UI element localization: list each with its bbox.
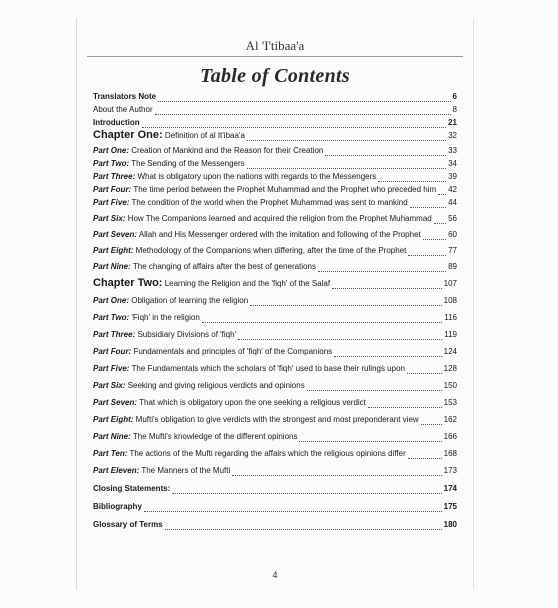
toc-title: Table of Contents [200, 65, 350, 87]
part-prefix: Part Eight: [93, 415, 134, 424]
toc-entry-label [93, 431, 297, 442]
dot-leader [434, 215, 446, 224]
toc-entry-text: Seeking and giving religious verdicts and opinions [125, 381, 305, 390]
toc-page-number: 89 [448, 262, 457, 271]
part-prefix: Part Seven: [93, 230, 138, 239]
toc-page-number: 8 [452, 105, 457, 114]
dot-leader [144, 503, 442, 512]
toc-page-number: 108 [443, 296, 457, 305]
toc-page-number: 180 [443, 520, 457, 529]
toc-entry-label [93, 465, 230, 476]
dot-leader [334, 348, 441, 357]
dot-leader [332, 280, 442, 289]
toc-entry-text: Learning the Religion and the 'fiqh' of the Salaf [162, 279, 331, 288]
part-prefix: Part Two: [93, 313, 130, 322]
dot-leader [202, 314, 442, 323]
toc-page-number: 150 [443, 381, 457, 390]
dot-leader [165, 521, 442, 530]
toc-entry [93, 431, 457, 442]
toc-page-number: 173 [443, 466, 457, 475]
toc-entry-text: Bibliography [93, 502, 142, 511]
toc-entry-text: Creation of Mankind and the Reason for their Creation [129, 146, 324, 155]
toc-entry-text: The condition of the world when the Prophet Muhammad was sent to mankind [129, 198, 408, 207]
toc-page-number: 44 [448, 198, 457, 207]
dot-leader [408, 450, 442, 459]
toc-entry [93, 295, 457, 306]
toc-entry-text: Allah and His Messenger ordered with the imitation and following of the Prophet [137, 230, 421, 239]
dot-leader [325, 147, 446, 156]
toc-entry-text: Definition of al It'ibaa'a [162, 131, 245, 140]
toc-entry [93, 213, 457, 224]
toc-entry-text: 'Fiqh' in the religion [129, 313, 200, 322]
dot-leader [318, 263, 446, 272]
toc-page-number: 60 [448, 230, 457, 239]
toc-entry-label [93, 91, 156, 102]
dot-leader [250, 297, 441, 306]
toc-entry-text: The time period between the Prophet Muhammad and the Prophet who preceded him [131, 185, 437, 194]
toc-page-number: 77 [448, 246, 457, 255]
toc-page-number: 175 [443, 502, 457, 511]
dot-leader [247, 132, 446, 141]
toc-entry [93, 104, 457, 115]
toc-entry-label [93, 501, 142, 512]
toc-entry-label [93, 245, 406, 256]
toc-entry-text: Glossary of Terms [93, 520, 163, 529]
toc-page-number: 42 [448, 185, 457, 194]
part-prefix: Part Ten: [93, 449, 128, 458]
toc-entry [93, 171, 457, 182]
toc-page-number: 128 [443, 364, 457, 373]
toc-entry [93, 158, 457, 169]
toc-page-number: 116 [444, 313, 457, 322]
toc-entry-label [93, 229, 421, 240]
dot-leader [438, 186, 446, 195]
toc-entry-text: Translators Note [93, 92, 157, 101]
toc-entry [93, 465, 457, 476]
toc-entry [93, 184, 457, 195]
toc-page-number: 6 [452, 92, 457, 101]
toc-page-number: 124 [443, 347, 457, 356]
toc-entry-label [93, 519, 163, 530]
dot-leader [238, 331, 442, 340]
toc-entry-text: What is obligatory upon the nations with regards to the Messengers [135, 172, 377, 181]
toc-entry-label [93, 414, 419, 425]
toc-entry [93, 245, 457, 256]
toc-entry-text: Subsidiary Divisions of 'fiqh' [135, 330, 237, 339]
toc-entry-text: The Sending of the Messengers [129, 159, 245, 168]
toc-page-number: 107 [443, 279, 457, 288]
toc-entry-label [93, 329, 236, 340]
toc-page-number: 166 [443, 432, 457, 441]
toc-entry-label [93, 145, 323, 156]
toc-entry-label [93, 278, 330, 289]
part-prefix: Part Six: [93, 381, 126, 390]
page-number: 4 [272, 570, 278, 580]
toc-entry [93, 312, 457, 323]
toc-entry [93, 117, 457, 128]
dot-leader [158, 93, 450, 102]
dot-leader [378, 173, 446, 182]
toc-entry-text: Introduction [93, 118, 140, 127]
toc-entry-label [93, 184, 436, 195]
toc-entry-label [93, 346, 332, 357]
part-prefix: Part Six: [93, 214, 126, 223]
dot-leader [232, 467, 441, 476]
toc-entry-text: Closing Statements: [93, 484, 171, 493]
toc-entry-label [93, 104, 153, 115]
toc-page-number: 33 [448, 146, 457, 155]
toc-page-number: 32 [448, 131, 457, 140]
dot-leader [172, 485, 441, 494]
toc-page-number: 21 [448, 118, 457, 127]
toc-page-number: 56 [448, 214, 457, 223]
toc-entry-text: The changing of affairs after the best of generations [130, 262, 316, 271]
toc-entry [93, 448, 457, 459]
toc-entry-text: The Manners of the Mufti [139, 466, 231, 475]
toc-entry-label [93, 197, 408, 208]
part-prefix: Part One: [93, 146, 130, 155]
toc-entry-text: Fundamentals and principles of 'fiqh' of the Companions [131, 347, 333, 356]
toc-entry-label [93, 158, 245, 169]
part-prefix: Part Seven: [93, 398, 138, 407]
toc-entry-text: That which is obligatory upon the one seeking a religious verdict [137, 398, 366, 407]
part-prefix: Part Eleven: [93, 466, 140, 475]
toc-entry-text: About the Author [93, 105, 153, 114]
toc-entry [93, 519, 457, 530]
toc-entry-label [93, 213, 432, 224]
toc-entry-label [93, 312, 200, 323]
toc-entry-label [93, 171, 376, 182]
toc-entry-text: The Fundamentals which the scholars of 'fiqh' used to base their rulings upon [129, 364, 405, 373]
dot-leader [142, 119, 446, 128]
toc-entry-text: Obligation of learning the religion [129, 296, 249, 305]
toc-entry-label [93, 448, 406, 459]
part-prefix: Part Nine: [93, 432, 131, 441]
part-prefix: Part Two: [93, 159, 130, 168]
toc-page-number: 153 [443, 398, 457, 407]
toc-page-number: 162 [443, 415, 457, 424]
toc-entry [93, 261, 457, 272]
toc-entry-text: The actions of the Mufti regarding the affairs which the religious opinions differ [127, 449, 406, 458]
toc-list [93, 91, 457, 530]
toc-entry [93, 380, 457, 391]
running-title: Al 'I'tibaa'a [245, 38, 305, 53]
toc-page-number: 119 [444, 330, 457, 339]
dot-leader [368, 399, 442, 408]
toc-entry [93, 197, 457, 208]
dot-leader [247, 160, 446, 169]
dot-leader [421, 416, 442, 425]
toc-entry-label [93, 363, 405, 374]
toc-entry-label [93, 261, 316, 272]
dot-leader [155, 106, 451, 115]
toc-entry [93, 346, 457, 357]
toc-entry [93, 501, 457, 512]
toc-entry-text: Methodology of the Companions when differing, after the time of the Prophet [133, 246, 407, 255]
toc-entry-label [93, 380, 305, 391]
chapter-prefix: Chapter One: [93, 129, 163, 141]
toc-page-number: 34 [448, 159, 457, 168]
part-prefix: Part One: [93, 296, 130, 305]
part-prefix: Part Nine: [93, 262, 131, 271]
toc-entry [93, 329, 457, 340]
part-prefix: Part Five: [93, 198, 130, 207]
toc-entry-label [93, 117, 140, 128]
dot-leader [408, 247, 446, 256]
dot-leader [299, 433, 441, 442]
toc-entry [93, 397, 457, 408]
dot-leader [410, 199, 446, 208]
dot-leader [407, 365, 442, 374]
part-prefix: Part Four: [93, 185, 132, 194]
part-prefix: Part Five: [93, 364, 130, 373]
toc-entry [93, 483, 457, 494]
toc-entry-label [93, 483, 170, 494]
toc-page-number: 174 [443, 484, 457, 493]
toc-entry [93, 414, 457, 425]
toc-entry-text: The Mufti's knowledge of the different opinions [130, 432, 298, 441]
dot-leader [307, 382, 442, 391]
toc-entry [93, 278, 457, 289]
toc-entry [93, 91, 457, 102]
toc-page-number: 39 [448, 172, 457, 181]
toc-entry [93, 145, 457, 156]
part-prefix: Part Three: [93, 330, 136, 339]
part-prefix: Part Four: [93, 347, 132, 356]
toc-entry-text: How The Companions learned and acquired the religion from the Prophet Muhammad [125, 214, 432, 223]
dot-leader [423, 231, 446, 240]
toc-entry-text: Mufti's obligation to give verdicts with the strongest and most preponderant view [133, 415, 419, 424]
chapter-prefix: Chapter Two: [93, 277, 163, 289]
toc-entry-label [93, 295, 248, 306]
part-prefix: Part Three: [93, 172, 136, 181]
toc-entry-label [93, 130, 245, 141]
toc-entry [93, 363, 457, 374]
toc-entry-label [93, 397, 366, 408]
toc-entry [93, 130, 457, 141]
book-page [76, 18, 474, 590]
header-rule [87, 56, 463, 57]
part-prefix: Part Eight: [93, 246, 134, 255]
toc-page-number: 168 [443, 449, 457, 458]
toc-entry [93, 229, 457, 240]
